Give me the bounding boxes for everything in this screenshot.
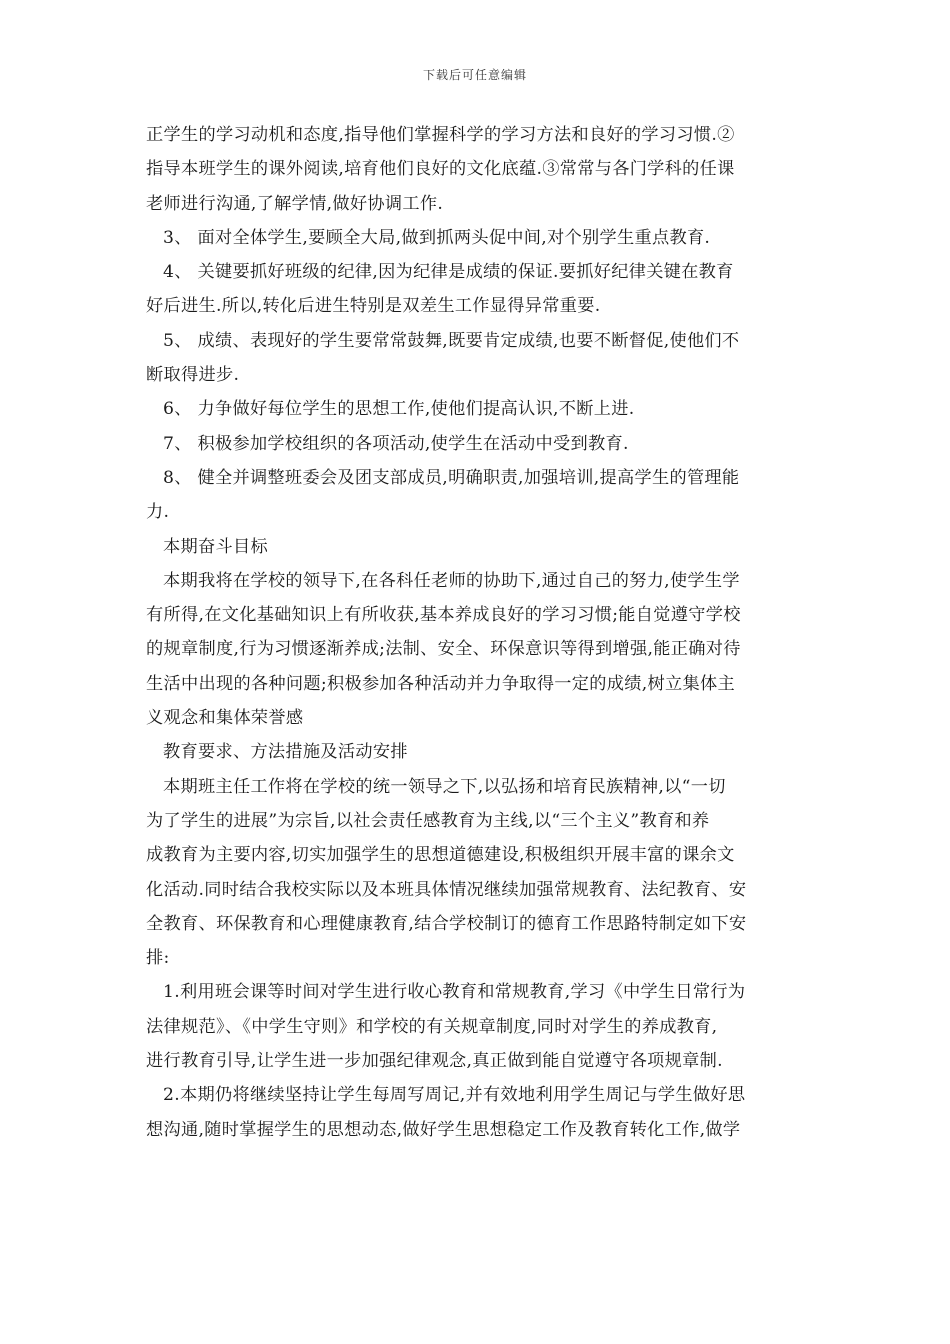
document-line: 义观念和集体荣誉感 — [146, 708, 304, 729]
document-line: 1.利用班会课等时间对学生进行收心教育和常规教育,学习《中学生日常行为 — [163, 982, 746, 1003]
document-line: 正学生的学习动机和态度,指导他们掌握科学的学习方法和良好的学习习惯.② — [146, 125, 735, 145]
document-line: 的规章制度,行为习惯逐渐养成;法制、安全、环保意识等得到增强,能正确对待 — [146, 639, 741, 660]
document-line: 排: — [146, 948, 170, 969]
document-body — [146, 118, 810, 1147]
document-line: 本期班主任工作将在学校的统一领导之下,以弘扬和培育民族精神,以“一切 — [163, 776, 726, 797]
document-line: 4、 关键要抓好班级的纪律,因为纪律是成绩的保证.要抓好纪律关键在教育 — [163, 262, 734, 283]
document-line: 进行教育引导,让学生进一步加强纪律观念,真正做到能自觉遵守各项规章制. — [146, 1051, 723, 1072]
document-line: 力. — [146, 502, 170, 523]
document-line: 断取得进步. — [146, 365, 240, 386]
document-line: 有所得,在文化基础知识上有所收获,基本养成良好的学习习惯;能自觉遵守学校 — [146, 605, 741, 626]
document-line: 全教育、环保教育和心理健康教育,结合学校制订的德育工作思路特制定如下安 — [146, 913, 747, 934]
document-line: 指导本班学生的课外阅读,培育他们良好的文化底蕴.③常常与各门学科的任课 — [146, 159, 735, 180]
document-line: 化活动.同时结合我校实际以及本班具体情况继续加强常规教育、法纪教育、安 — [146, 879, 747, 900]
document-line: 7、 积极参加学校组织的各项活动,使学生在活动中受到教育. — [163, 433, 629, 454]
page-header-note: 下载后可任意编辑 — [422, 68, 527, 82]
document-line: 想沟通,随时掌握学生的思想动态,做好学生思想稳定工作及教育转化工作,做学 — [146, 1119, 741, 1140]
document-line: 老师进行沟通,了解学情,做好协调工作. — [146, 193, 444, 214]
document-line: 生活中出现的各种问题;积极参加各种活动并力争取得一定的成绩,树立集体主 — [146, 673, 735, 694]
document-line: 2.本期仍将继续坚持让学生每周写周记,并有效地利用学生周记与学生做好思 — [163, 1085, 746, 1106]
document-line: 6、 力争做好每位学生的思想工作,使他们提高认识,不断上进. — [163, 399, 635, 420]
document-line: 为了学生的进展”为宗旨,以社会责任感教育为主线,以“三个主义”教育和养 — [146, 810, 710, 831]
document-line: 8、 健全并调整班委会及团支部成员,明确职责,加强培训,提高学生的管理能 — [163, 467, 740, 488]
document-line: 法律规范》、《中学生守则》和学校的有关规章制度,同时对学生的养成教育, — [146, 1016, 718, 1037]
document-line: 成教育为主要内容,切实加强学生的思想道德建设,积极组织开展丰富的课余文 — [146, 845, 735, 866]
document-line: 3、 面对全体学生,要顾全大局,做到抓两头促中间,对个别学生重点教育. — [163, 227, 711, 248]
document-line: 5、 成绩、表现好的学生要常常鼓舞,既要肯定成绩,也要不断督促,使他们不 — [163, 330, 740, 351]
document-line: 本期奋斗目标 — [163, 536, 268, 557]
document-line: 教育要求、方法措施及活动安排 — [163, 742, 408, 763]
document-line: 好后进生.所以,转化后进生特别是双差生工作显得异常重要. — [146, 296, 601, 317]
document-line: 本期我将在学校的领导下,在各科任老师的协助下,通过自己的努力,使学生学 — [163, 570, 740, 591]
